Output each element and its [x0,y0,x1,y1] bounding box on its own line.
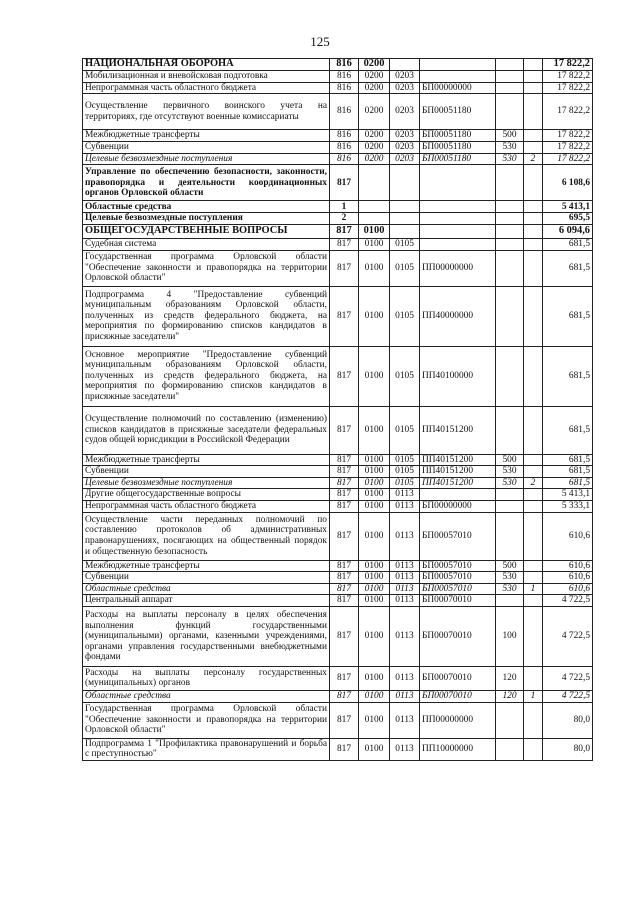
row-code: 817 [330,583,359,595]
row-funding-source [524,201,543,213]
table-row [83,595,593,607]
row-subsection: 0113 [390,595,420,607]
row-target-article: БП00057010 [420,583,496,595]
row-funding-source [524,595,543,607]
row-expense-type: 120 [496,666,524,690]
row-code: 817 [330,466,359,478]
row-subsection: 0105 [390,250,420,286]
row-name: Субвенции [83,466,330,478]
row-subsection: 0113 [390,702,420,738]
row-section: 0100 [359,250,390,286]
row-target-article [420,165,496,201]
row-subsection: 0113 [390,690,420,702]
row-funding-source [524,82,543,94]
row-target-article: ПП40151200 [420,454,496,466]
row-amount: 4 722,5 [543,690,593,702]
row-target-article: ПП40151200 [420,466,496,478]
row-name: Управление по обеспечению безопасности, законности, правопорядка и деятельности координационных органов Орловской области [83,165,330,201]
table-row [83,238,593,250]
row-funding-source [524,512,543,560]
row-funding-source [524,666,543,690]
row-funding-source [524,224,543,238]
row-expense-type: 530 [496,583,524,595]
row-name: Подпрограмма 4 "Предоставление субвенций муниципальным образованиям Орловской области, полученных из средств федерального бюджета, на мероприятия по формированию списков кандидатов в присяжные заседатели" [83,286,330,346]
row-amount: 4 722,5 [543,666,593,690]
row-code: 2 [330,213,359,225]
row-name: Непрограммная часть областного бюджета [83,82,330,94]
row-subsection: 0203 [390,71,420,83]
row-funding-source [524,142,543,154]
row-amount: 4 722,5 [543,595,593,607]
row-section [359,213,390,225]
row-name: Мобилизационная и вневойсковая подготовка [83,71,330,83]
row-name: Непрограммная часть областного бюджета [83,500,330,512]
row-expense-type: 530 [496,466,524,478]
row-code: 817 [330,606,359,666]
row-funding-source [524,500,543,512]
row-target-article: БП00000000 [420,500,496,512]
row-section: 0200 [359,59,390,71]
row-code: 817 [330,346,359,406]
row-section: 0100 [359,500,390,512]
row-target-article [420,201,496,213]
row-section: 0100 [359,477,390,489]
row-expense-type [496,702,524,738]
row-code: 817 [330,477,359,489]
row-subsection: 0113 [390,572,420,584]
row-target-article: БП00000000 [420,82,496,94]
row-target-article: ПП40151200 [420,477,496,489]
row-amount: 681,5 [543,466,593,478]
row-subsection [390,59,420,71]
row-subsection: 0113 [390,738,420,760]
row-expense-type [496,406,524,454]
row-subsection: 0105 [390,466,420,478]
row-section: 0200 [359,142,390,154]
row-name: Государственная программа Орловской области "Обеспечение законности и правопорядка на территории Орловской области" [83,702,330,738]
row-target-article: БП00057010 [420,512,496,560]
row-subsection: 0105 [390,238,420,250]
row-amount: 5 413,1 [543,201,593,213]
row-name: Субвенции [83,142,330,154]
row-target-article [420,59,496,71]
row-funding-source [524,572,543,584]
row-name: Расходы на выплаты персоналу в целях обеспечения выполнения функций государственными (муниципальными) органами, казенными учреждениями, органами управления государственными внебюджетными фондами [83,606,330,666]
row-amount: 695,5 [543,213,593,225]
row-section: 0200 [359,130,390,142]
row-subsection [390,224,420,238]
row-section: 0200 [359,82,390,94]
row-expense-type: 120 [496,690,524,702]
row-amount: 17 822,2 [543,59,593,71]
row-funding-source [524,346,543,406]
row-funding-source: 2 [524,477,543,489]
row-name: Областные средства [83,583,330,595]
row-funding-source [524,466,543,478]
row-target-article: БП00051180 [420,153,496,165]
row-code: 817 [330,489,359,501]
row-name: Областные средства [83,690,330,702]
row-subsection: 0105 [390,477,420,489]
table-row [83,702,593,738]
row-code: 817 [330,224,359,238]
row-expense-type [496,238,524,250]
table-row [83,153,593,165]
row-name: Другие общегосударственные вопросы [83,489,330,501]
row-section: 0100 [359,512,390,560]
row-section: 0100 [359,690,390,702]
row-name: Областные средства [83,201,330,213]
row-amount: 17 822,2 [543,130,593,142]
row-subsection [390,165,420,201]
table-row [83,165,593,201]
row-target-article: БП00057010 [420,572,496,584]
row-expense-type [496,250,524,286]
row-name: Межбюджетные трансферты [83,130,330,142]
row-name: Целевые безвозмездные поступления [83,153,330,165]
row-code: 817 [330,500,359,512]
row-section: 0100 [359,466,390,478]
row-name: Осуществление части переданных полномочий по составлению протоколов об административных правонарушениях, посягающих на общественный порядок и общественную безопасность [83,512,330,560]
row-amount: 681,5 [543,477,593,489]
row-amount: 610,6 [543,560,593,572]
row-funding-source: 1 [524,583,543,595]
row-amount: 17 822,2 [543,142,593,154]
table-row [83,666,593,690]
row-funding-source [524,738,543,760]
row-section: 0200 [359,94,390,130]
row-amount: 17 822,2 [543,153,593,165]
table-row [83,82,593,94]
page-number: 125 [310,34,330,49]
row-subsection: 0105 [390,454,420,466]
row-expense-type: 500 [496,560,524,572]
table-row [83,59,593,71]
row-name: Субвенции [83,572,330,584]
row-name: Центральный аппарат [83,595,330,607]
row-funding-source [524,238,543,250]
row-name: Подпрограмма 1 "Профилактика правонарушений и борьба с преступностью" [83,738,330,760]
row-target-article: ПП00000000 [420,250,496,286]
row-expense-type: 500 [496,130,524,142]
table-row [83,500,593,512]
row-name: Основное мероприятие "Предоставление субвенций муниципальным образованиям Орловской области, полученных из средств федерального бюджета, на мероприятия по формированию списков кандидатов в присяжные заседатели" [83,346,330,406]
row-expense-type: 100 [496,606,524,666]
row-section: 0100 [359,560,390,572]
table-row [83,454,593,466]
table-row [83,286,593,346]
table-body [83,59,593,761]
row-expense-type [496,512,524,560]
row-target-article: БП00051180 [420,142,496,154]
row-amount: 6 094,6 [543,224,593,238]
row-section: 0100 [359,702,390,738]
row-target-article: БП00051180 [420,94,496,130]
table-row [83,690,593,702]
row-target-article: ПП00000000 [420,702,496,738]
row-code: 816 [330,71,359,83]
row-subsection: 0113 [390,489,420,501]
row-funding-source [524,606,543,666]
row-target-article [420,213,496,225]
table-row [83,142,593,154]
row-subsection: 0113 [390,666,420,690]
row-section: 0100 [359,606,390,666]
row-section: 0100 [359,406,390,454]
row-code: 1 [330,201,359,213]
row-subsection: 0113 [390,606,420,666]
row-subsection [390,201,420,213]
row-subsection: 0105 [390,346,420,406]
row-expense-type: 530 [496,142,524,154]
table-row [83,583,593,595]
row-funding-source [524,489,543,501]
row-code: 817 [330,165,359,201]
row-amount: 681,5 [543,250,593,286]
row-expense-type: 530 [496,477,524,489]
row-expense-type [496,595,524,607]
row-funding-source: 2 [524,153,543,165]
row-expense-type [496,71,524,83]
row-amount: 5 413,1 [543,489,593,501]
row-target-article [420,71,496,83]
budget-table [82,58,593,761]
row-subsection: 0203 [390,130,420,142]
row-funding-source [524,165,543,201]
table-row [83,606,593,666]
row-section: 0200 [359,71,390,83]
row-amount: 17 822,2 [543,94,593,130]
table-row [83,94,593,130]
row-code: 816 [330,130,359,142]
row-section: 0100 [359,238,390,250]
row-target-article: БП00057010 [420,560,496,572]
row-code: 817 [330,286,359,346]
row-amount: 610,6 [543,572,593,584]
row-name: Государственная программа Орловской области "Обеспечение законности и правопорядка на территории Орловской области" [83,250,330,286]
table-row [83,213,593,225]
row-expense-type [496,165,524,201]
row-target-article [420,238,496,250]
table-row [83,201,593,213]
row-expense-type [496,213,524,225]
row-target-article: БП00070010 [420,666,496,690]
row-section [359,201,390,213]
table-row [83,560,593,572]
row-name: Осуществление полномочий по составлению (изменению) списков кандидатов в присяжные заседатели федеральных судов общей юрисдикции в Российской Федерации [83,406,330,454]
row-funding-source [524,702,543,738]
row-name: Осуществление первичного воинского учета на территориях, где отсутствуют военные комиссариаты [83,94,330,130]
row-code: 816 [330,142,359,154]
row-section: 0100 [359,454,390,466]
row-subsection: 0113 [390,500,420,512]
row-code: 816 [330,82,359,94]
table-row [83,466,593,478]
table-row [83,250,593,286]
row-name: НАЦИОНАЛЬНАЯ ОБОРОНА [83,59,330,71]
row-section: 0100 [359,595,390,607]
row-expense-type [496,59,524,71]
row-code: 816 [330,153,359,165]
row-funding-source [524,71,543,83]
row-amount: 5 333,1 [543,500,593,512]
row-code: 816 [330,94,359,130]
table-row [83,489,593,501]
row-target-article [420,224,496,238]
table-row [83,71,593,83]
row-subsection: 0105 [390,406,420,454]
row-section: 0100 [359,572,390,584]
row-expense-type [496,286,524,346]
row-expense-type [496,224,524,238]
row-code: 817 [330,738,359,760]
row-code: 817 [330,454,359,466]
row-subsection [390,213,420,225]
row-amount: 4 722,5 [543,606,593,666]
row-expense-type [496,500,524,512]
row-subsection: 0105 [390,286,420,346]
row-target-article: БП00051180 [420,130,496,142]
row-expense-type: 500 [496,454,524,466]
table-row [83,477,593,489]
row-section: 0200 [359,153,390,165]
row-expense-type [496,346,524,406]
row-target-article [420,489,496,501]
row-target-article: ПП40000000 [420,286,496,346]
table-row [83,346,593,406]
row-section: 0100 [359,489,390,501]
row-subsection: 0203 [390,82,420,94]
table-row [83,572,593,584]
row-subsection: 0113 [390,560,420,572]
row-amount: 681,5 [543,238,593,250]
row-funding-source [524,406,543,454]
row-name: Целевые безвозмездные поступления [83,213,330,225]
row-subsection: 0203 [390,94,420,130]
row-expense-type [496,94,524,130]
row-name: Расходы на выплаты персоналу государственных (муниципальных) органов [83,666,330,690]
row-expense-type [496,489,524,501]
row-target-article: ПП10000000 [420,738,496,760]
row-section: 0100 [359,286,390,346]
row-funding-source: 1 [524,690,543,702]
row-code: 817 [330,595,359,607]
row-expense-type: 530 [496,153,524,165]
row-section [359,165,390,201]
row-code: 817 [330,666,359,690]
row-funding-source [524,560,543,572]
row-section: 0100 [359,738,390,760]
row-funding-source [524,286,543,346]
row-funding-source [524,59,543,71]
row-amount: 681,5 [543,286,593,346]
row-name: Целевые безвозмездные поступления [83,477,330,489]
row-code: 817 [330,560,359,572]
row-amount: 17 822,2 [543,71,593,83]
row-subsection: 0113 [390,512,420,560]
row-code: 817 [330,702,359,738]
row-funding-source [524,94,543,130]
row-code: 817 [330,406,359,454]
row-subsection: 0113 [390,583,420,595]
row-funding-source [524,130,543,142]
row-subsection: 0203 [390,153,420,165]
row-expense-type [496,201,524,213]
row-name: ОБЩЕГОСУДАРСТВЕННЫЕ ВОПРОСЫ [83,224,330,238]
row-subsection: 0203 [390,142,420,154]
row-amount: 681,5 [543,406,593,454]
row-code: 816 [330,59,359,71]
row-code: 817 [330,250,359,286]
table-row [83,224,593,238]
row-name: Судебная система [83,238,330,250]
row-name: Межбюджетные трансферты [83,454,330,466]
row-amount: 80,0 [543,702,593,738]
row-amount: 17 822,2 [543,82,593,94]
row-target-article: ПП40151200 [420,406,496,454]
table-row [83,406,593,454]
table-row [83,738,593,760]
row-section: 0100 [359,346,390,406]
row-section: 0100 [359,224,390,238]
row-amount: 681,5 [543,346,593,406]
row-target-article: БП00070010 [420,595,496,607]
row-target-article: ПП40100000 [420,346,496,406]
table-row [83,130,593,142]
row-expense-type [496,82,524,94]
row-target-article: БП00070010 [420,606,496,666]
row-amount: 610,6 [543,512,593,560]
row-funding-source [524,213,543,225]
row-amount: 610,6 [543,583,593,595]
row-section: 0100 [359,583,390,595]
table-row [83,512,593,560]
row-code: 817 [330,690,359,702]
row-amount: 6 108,6 [543,165,593,201]
row-funding-source [524,250,543,286]
row-name: Межбюджетные трансферты [83,560,330,572]
row-amount: 681,5 [543,454,593,466]
row-funding-source [524,454,543,466]
row-code: 817 [330,512,359,560]
row-expense-type: 530 [496,572,524,584]
row-code: 817 [330,238,359,250]
row-amount: 80,0 [543,738,593,760]
row-code: 817 [330,572,359,584]
row-target-article: БП00070010 [420,690,496,702]
row-section: 0100 [359,666,390,690]
row-expense-type [496,738,524,760]
